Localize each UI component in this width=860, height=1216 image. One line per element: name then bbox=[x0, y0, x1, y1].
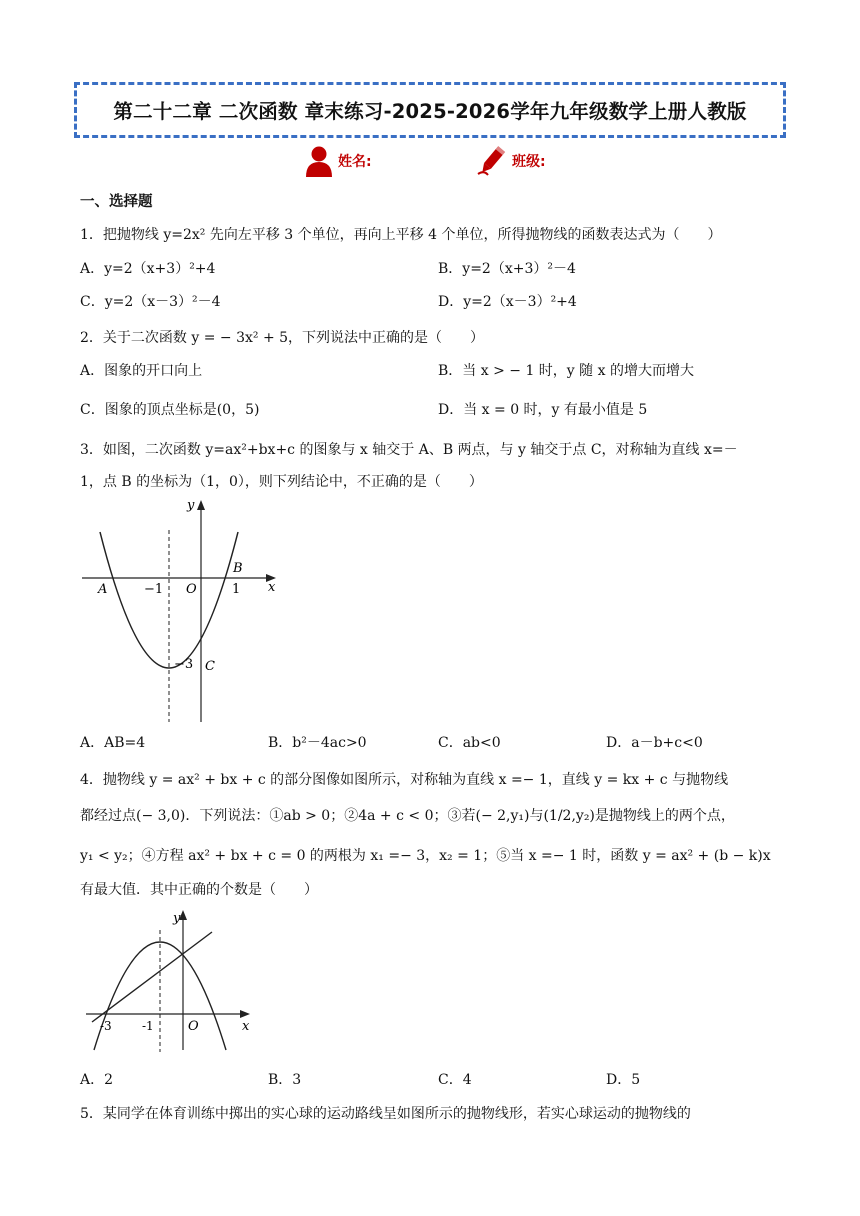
q3-graph-y-label: y bbox=[187, 498, 195, 513]
q1-option-a[interactable]: A．y=2（x+3）²+4 bbox=[80, 261, 216, 277]
q3-graph-tick-neg1: −1 bbox=[144, 582, 164, 597]
q3-graph bbox=[82, 494, 292, 726]
q3-graph-origin: O bbox=[186, 582, 197, 597]
q4-graph-y-label: y bbox=[173, 911, 181, 926]
q4-graph-tick-neg1: -1 bbox=[142, 1019, 154, 1033]
class-label: 班级: bbox=[512, 154, 546, 170]
q4-graph-tick-neg3: -3 bbox=[100, 1019, 112, 1033]
class-field[interactable] bbox=[474, 144, 546, 178]
q3-graph-x-label: x bbox=[268, 580, 276, 595]
q4-option-a[interactable]: A．2 bbox=[80, 1072, 114, 1088]
q3-graph-point-c: C bbox=[205, 659, 215, 674]
pencil-icon bbox=[474, 144, 508, 178]
q3-graph-point-a: A bbox=[98, 582, 108, 597]
name-field[interactable] bbox=[304, 144, 372, 178]
q4-stem-line2: 都经过点(− 3,0)．下列说法：①ab > 0；②4a + c < 0；③若(− 2,y₁)与(1/2,y₂)是抛物线上的两个点， bbox=[80, 808, 735, 824]
q4-stem-line1: 4．抛物线 y = ax² + bx + c 的部分图像如图所示，对称轴为直线 x =− 1，直线 y = kx + c 与抛物线 bbox=[80, 772, 729, 788]
q2-option-b[interactable]: B．当 x > − 1 时，y 随 x 的增大而增大 bbox=[438, 363, 694, 379]
title-box bbox=[74, 82, 786, 138]
q4-option-b[interactable]: B．3 bbox=[268, 1072, 302, 1088]
section-heading: 一、选择题 bbox=[80, 194, 153, 210]
q4-stem-line3: y₁ < y₂；④方程 ax² + bx + c = 0 的两根为 x₁ =− 3，x₂ = 1；⑤当 x =− 1 时，函数 y = ax² + (b − k)x bbox=[80, 848, 771, 864]
page-title: 第二十二章 二次函数 章末练习-2025-2026学年九年级数学上册人教版 bbox=[113, 100, 747, 123]
q1-stem: 1．把抛物线 y=2x² 先向左平移 3 个单位，再向上平移 4 个单位，所得抛物线的函数表达式为（ ） bbox=[80, 227, 722, 243]
q3-option-d[interactable]: D．a－b+c<0 bbox=[606, 735, 703, 751]
q3-stem-line1: 3．如图，二次函数 y=ax²+bx+c 的图象与 x 轴交于 A、B 两点，与 y 轴交于点 C，对称轴为直线 x=－ bbox=[80, 442, 738, 458]
q2-stem: 2．关于二次函数 y = − 3x² + 5，下列说法中正确的是（ ） bbox=[80, 330, 485, 346]
name-label: 姓名: bbox=[338, 154, 372, 170]
q4-graph bbox=[82, 904, 262, 1054]
q3-option-c[interactable]: C．ab<0 bbox=[438, 735, 501, 751]
q5-stem: 5．某同学在体育训练中掷出的实心球的运动路线呈如图所示的抛物线形，若实心球运动的抛物线的 bbox=[80, 1106, 691, 1122]
q4-option-c[interactable]: C．4 bbox=[438, 1072, 472, 1088]
q3-graph-tick-1: 1 bbox=[232, 582, 241, 597]
q2-option-c[interactable]: C．图象的顶点坐标是(0，5) bbox=[80, 402, 260, 418]
person-icon bbox=[304, 145, 334, 177]
q3-stem-line2: 1，点 B 的坐标为（1，0），则下列结论中，不正确的是（ ） bbox=[80, 474, 483, 490]
q3-option-a[interactable]: A．AB=4 bbox=[80, 735, 146, 751]
q2-option-d[interactable]: D．当 x = 0 时，y 有最小值是 5 bbox=[438, 402, 648, 418]
q4-graph-origin: O bbox=[188, 1019, 199, 1034]
q1-option-b[interactable]: B．y=2（x+3）²－4 bbox=[438, 261, 576, 277]
q1-option-d[interactable]: D．y=2（x－3）²+4 bbox=[438, 294, 577, 310]
q2-option-a[interactable]: A．图象的开口向上 bbox=[80, 363, 203, 379]
q3-graph-tick-neg3: −3 bbox=[174, 657, 194, 672]
q3-graph-point-b: B bbox=[233, 561, 243, 576]
q4-stem-line4: 有最大值．其中正确的个数是（ ） bbox=[80, 882, 318, 898]
q4-option-d[interactable]: D．5 bbox=[606, 1072, 641, 1088]
q1-option-c[interactable]: C．y=2（x－3）²－4 bbox=[80, 294, 221, 310]
q4-graph-x-label: x bbox=[242, 1019, 250, 1034]
q3-option-b[interactable]: B．b²－4ac>0 bbox=[268, 735, 367, 751]
